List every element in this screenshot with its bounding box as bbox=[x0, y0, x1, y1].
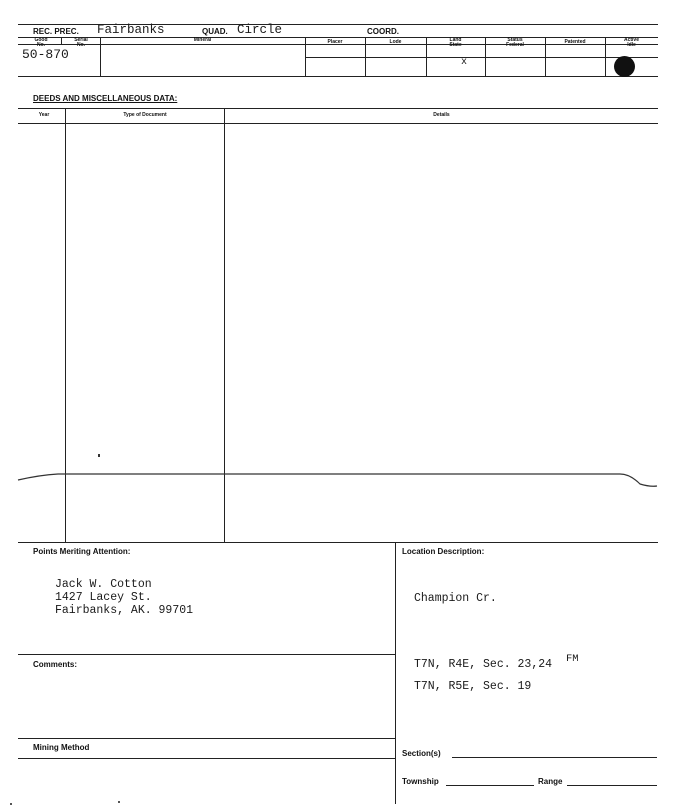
rec-prec-value: Fairbanks bbox=[97, 23, 165, 37]
speck bbox=[98, 454, 100, 457]
col-status-federal: Status Federal bbox=[506, 37, 524, 48]
col-type-of-document: Type of Document bbox=[123, 112, 167, 118]
deeds-title: DEEDS AND MISCELLANEOUS DATA: bbox=[33, 94, 178, 103]
col-good-no: Good No. bbox=[34, 37, 48, 48]
points-address bbox=[55, 578, 193, 617]
bottom-divider bbox=[395, 542, 396, 804]
col-serial-no: Serial No. bbox=[74, 37, 88, 48]
good-no-value: 50-870 bbox=[22, 47, 69, 62]
col-land-state: Land State bbox=[449, 37, 462, 48]
range-blank bbox=[567, 785, 657, 786]
bottom-top-rule bbox=[18, 542, 658, 543]
mining-method-label: Mining Method bbox=[33, 743, 90, 752]
specks-bottom bbox=[10, 803, 12, 805]
township-blank bbox=[446, 785, 534, 786]
col-patented: Patented bbox=[564, 39, 586, 45]
points-label: Points Meriting Attention: bbox=[33, 547, 131, 556]
col-details: Details bbox=[433, 112, 450, 118]
col-lode: Lode bbox=[389, 39, 402, 45]
sections-label: Section(s) bbox=[402, 749, 441, 758]
specks-bottom-2 bbox=[118, 801, 120, 803]
coord-label: COORD. bbox=[367, 27, 399, 36]
col-active-idle: Active Idle bbox=[623, 37, 639, 48]
address-name: Jack W. Cotton bbox=[55, 578, 152, 591]
sections-blank bbox=[452, 757, 657, 758]
quad-label: QUAD. bbox=[202, 27, 228, 36]
address-street: 1427 Lacey St. bbox=[55, 591, 152, 604]
col-mineral: Mineral bbox=[193, 37, 212, 43]
location-line2: T7N, R5E, Sec. 19 bbox=[414, 680, 532, 693]
range-label: Range bbox=[538, 777, 563, 786]
comments-label: Comments: bbox=[33, 660, 78, 669]
location-label: Location Description: bbox=[402, 547, 485, 556]
rec-prec-label: REC. PREC. bbox=[33, 27, 79, 36]
col-placer: Placer bbox=[327, 39, 343, 45]
comments-rule bbox=[18, 654, 395, 655]
location-meridian: FM bbox=[566, 653, 579, 665]
mining-method-rule bbox=[18, 738, 395, 739]
quad-value: Circle bbox=[237, 23, 283, 37]
active-idle-mark bbox=[614, 56, 635, 77]
township-label: Township bbox=[402, 777, 439, 786]
fold-line bbox=[0, 460, 678, 490]
location-line1: T7N, R4E, Sec. 23,24 bbox=[414, 658, 553, 671]
mining-method-bottom-rule bbox=[18, 758, 395, 759]
col-year: Year bbox=[38, 112, 50, 118]
address-city: Fairbanks, AK. 99701 bbox=[55, 604, 194, 617]
location-place: Champion Cr. bbox=[414, 592, 497, 605]
land-state-mark: x bbox=[461, 57, 468, 68]
